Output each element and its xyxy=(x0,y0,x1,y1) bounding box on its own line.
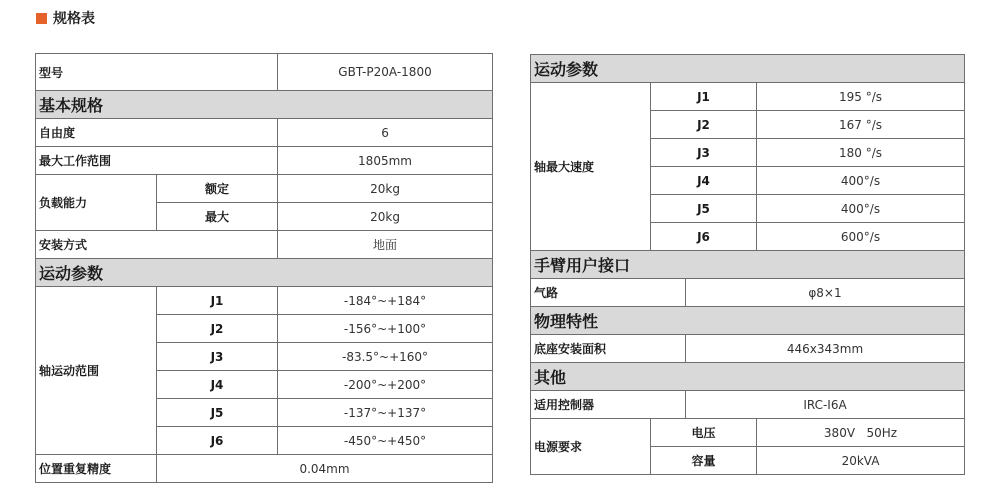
payload-max-label: 最大 xyxy=(157,203,278,231)
voltage-label: 电压 xyxy=(651,419,757,447)
controller-label: 适用控制器 xyxy=(531,391,686,419)
table-row xyxy=(36,231,493,259)
range-axis: J1 xyxy=(157,287,278,315)
repeat-value: 0.04mm xyxy=(157,455,493,483)
speed-value: 600°/s xyxy=(757,223,965,251)
arm-section-title: 手臂用户接口 xyxy=(531,251,965,279)
physical-section-title: 物理特性 xyxy=(531,307,965,335)
dof-value: 6 xyxy=(278,119,493,147)
power-label: 电源要求 xyxy=(531,419,651,475)
speed-axis: J3 xyxy=(651,139,757,167)
table-row xyxy=(531,391,965,419)
table-row xyxy=(531,83,965,111)
speed-value: 180 °/s xyxy=(757,139,965,167)
range-value: -137°~+137° xyxy=(278,399,493,427)
table-row xyxy=(531,335,965,363)
range-value: -184°~+184° xyxy=(278,287,493,315)
table-row xyxy=(36,147,493,175)
speed-value: 195 °/s xyxy=(757,83,965,111)
range-axis: J5 xyxy=(157,399,278,427)
mount-label: 安装方式 xyxy=(36,231,278,259)
motion-section-title: 运动参数 xyxy=(531,55,965,83)
air-value: φ8×1 xyxy=(686,279,965,307)
speed-label: 轴最大速度 xyxy=(531,83,651,251)
base-value: 446x343mm xyxy=(686,335,965,363)
reach-label: 最大工作范围 xyxy=(36,147,278,175)
section-header xyxy=(531,55,965,83)
table-row xyxy=(36,455,493,483)
table-row xyxy=(36,287,493,315)
speed-value: 400°/s xyxy=(757,167,965,195)
section-header xyxy=(36,91,493,119)
section-header xyxy=(531,363,965,391)
page-title: 规格表 xyxy=(53,11,95,27)
spec-table-right xyxy=(530,54,965,475)
payload-rated-value: 20kg xyxy=(278,175,493,203)
orange-square-icon xyxy=(36,13,47,24)
model-label: 型号 xyxy=(36,54,278,91)
table-row xyxy=(36,175,493,203)
page-header xyxy=(36,8,95,28)
range-value: -156°~+100° xyxy=(278,315,493,343)
table-row xyxy=(531,419,965,447)
other-section-title: 其他 xyxy=(531,363,965,391)
mount-value: 地面 xyxy=(278,231,493,259)
range-axis: J3 xyxy=(157,343,278,371)
capacity-label: 容量 xyxy=(651,447,757,475)
range-value: -83.5°~+160° xyxy=(278,343,493,371)
payload-max-value: 20kg xyxy=(278,203,493,231)
speed-axis: J6 xyxy=(651,223,757,251)
speed-axis: J2 xyxy=(651,111,757,139)
section-header xyxy=(531,307,965,335)
motion-section-title: 运动参数 xyxy=(36,259,493,287)
model-value: GBT-P20A-1800 xyxy=(278,54,493,91)
speed-value: 400°/s xyxy=(757,195,965,223)
payload-rated-label: 额定 xyxy=(157,175,278,203)
range-axis: J2 xyxy=(157,315,278,343)
range-label: 轴运动范围 xyxy=(36,287,157,455)
table-row xyxy=(36,119,493,147)
range-axis: J6 xyxy=(157,427,278,455)
capacity-value: 20kVA xyxy=(757,447,965,475)
voltage-value: 380V 50Hz xyxy=(757,419,965,447)
range-value: -200°~+200° xyxy=(278,371,493,399)
reach-value: 1805mm xyxy=(278,147,493,175)
repeat-label: 位置重复精度 xyxy=(36,455,157,483)
speed-axis: J4 xyxy=(651,167,757,195)
controller-value: IRC-I6A xyxy=(686,391,965,419)
table-row xyxy=(36,54,493,91)
table-row xyxy=(531,279,965,307)
basic-section-title: 基本规格 xyxy=(36,91,493,119)
base-label: 底座安装面积 xyxy=(531,335,686,363)
range-value: -450°~+450° xyxy=(278,427,493,455)
speed-axis: J1 xyxy=(651,83,757,111)
air-label: 气路 xyxy=(531,279,686,307)
range-axis: J4 xyxy=(157,371,278,399)
section-header xyxy=(531,251,965,279)
dof-label: 自由度 xyxy=(36,119,278,147)
spec-table-left xyxy=(35,53,493,483)
speed-value: 167 °/s xyxy=(757,111,965,139)
section-header xyxy=(36,259,493,287)
speed-axis: J5 xyxy=(651,195,757,223)
payload-label: 负载能力 xyxy=(36,175,157,231)
